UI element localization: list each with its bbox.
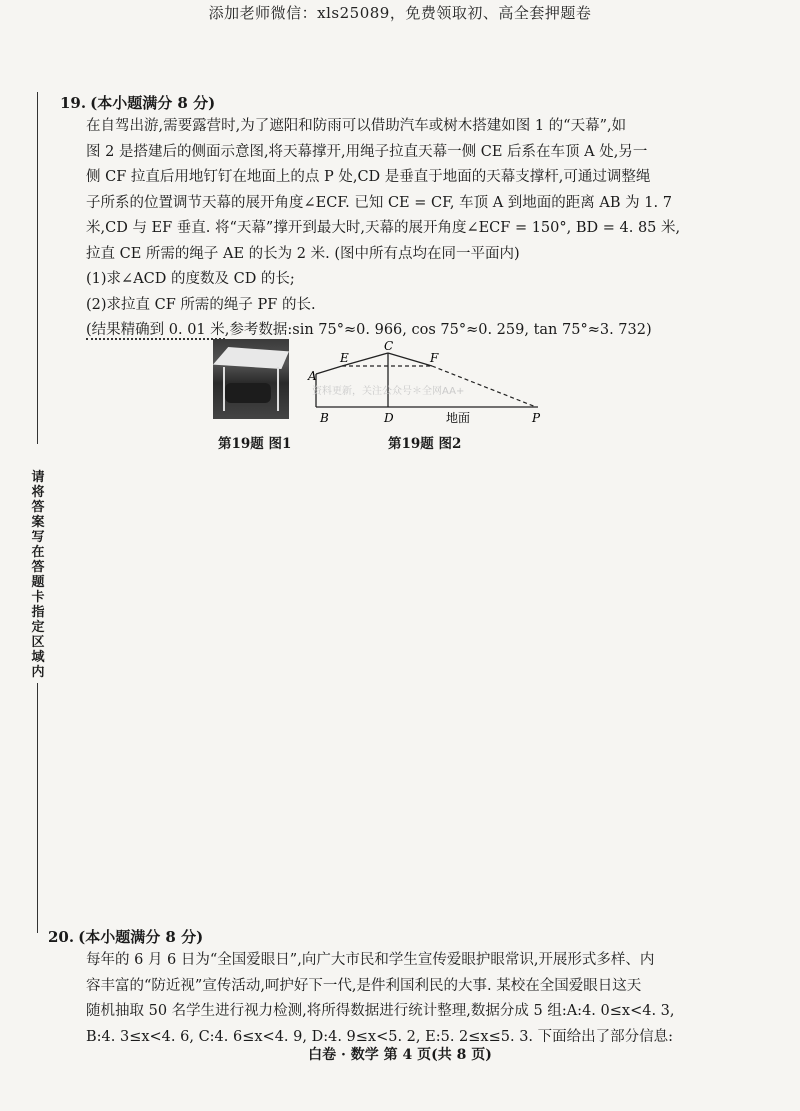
margin-rule-bottom — [37, 683, 38, 933]
question-text-line: 子所系的位置调节天幕的展开角度∠ECF. 已知 CE = CF, 车顶 A 到地面的距离 AB 为 1. 7 — [86, 194, 672, 211]
label-d: D — [384, 411, 394, 425]
segment-cf — [388, 353, 432, 366]
tarp-roof — [213, 347, 289, 369]
precision-note-emphasis: (结果精确到 0. 01 米 — [86, 322, 225, 338]
watermark-text: 资料更新，关注公众号＊全网AA+ — [312, 386, 465, 397]
question-text-line: 容丰富的“防近视”宣传活动,呵护好下一代,是件利国利民的大事. 某校在全国爱眼日这天 — [86, 977, 642, 994]
question-text-line: 每年的 6 月 6 日为“全国爱眼日”,向广大市民和学生宣传爱眼护眼常识,开展形式多样、内 — [86, 952, 655, 968]
segment-ec — [342, 353, 388, 366]
question-number: 20. — [48, 928, 75, 946]
question-20 — [48, 926, 775, 1050]
question-text-line: 拉直 CE 所需的绳子 AE 的长为 2 米. (图中所有点均在同一平面内) — [86, 245, 520, 262]
side-note: 请将答案写在答题卡指定区域内 — [31, 470, 45, 680]
figure-1-photo — [213, 339, 289, 419]
sub-question-1: (1)求∠ACD 的度数及 CD 的长; — [86, 271, 295, 287]
question-score: (本小题满分 8 分) — [78, 928, 204, 946]
label-ground: 地面 — [446, 411, 471, 425]
question-text-line: B:4. 3≤x<4. 6, C:4. 6≤x<4. 9, D:4. 9≤x<5. 2, E:5. 2≤x≤5. 3. 下面给出了部分信息: — [86, 1028, 674, 1045]
question-number: 19. — [60, 94, 87, 112]
question-19 — [60, 92, 775, 344]
figure-2-caption: 第19题 图2 — [388, 436, 462, 452]
precision-note — [60, 318, 775, 344]
question-19-heading — [60, 92, 775, 114]
label-b: B — [320, 411, 329, 425]
label-p: P — [532, 411, 541, 425]
tarp-pole — [277, 367, 279, 411]
question-text-line: 图 2 是搭建后的侧面示意图,将天幕撑开,用绳子拉直天幕一侧 CE 后系在车顶 A 处,另一 — [86, 143, 648, 160]
label-c: C — [384, 339, 394, 353]
question-20-heading — [48, 926, 775, 948]
sub-question-2: (2)求拉直 CF 所需的绳子 PF 的长. — [86, 296, 316, 313]
figure-2-diagram — [306, 339, 566, 425]
figure-1-caption: 第19题 图1 — [218, 436, 292, 452]
label-f: F — [430, 351, 439, 365]
question-text-line: 侧 CF 拉直后用地钉钉在地面上的点 P 处,CD 是垂直于地面的天幕支撑杆,可通过调整绳 — [86, 169, 651, 185]
margin-rule-top — [37, 92, 38, 444]
question-text-line: 随机抽取 50 名学生进行视力检测,将所得数据进行统计整理,数据分成 5 组:A:4. 0≤x<4. 3, — [86, 1003, 675, 1019]
question-score: (本小题满分 8 分) — [90, 94, 216, 112]
label-e: E — [340, 351, 349, 365]
question-text-line: 米,CD 与 EF 垂直. 将“天幕”撑开到最大时,天幕的展开角度∠ECF = 150°, BD = 4. 85 米, — [86, 220, 681, 236]
header-note: 添加老师微信：xls25089，免费领取初、高全套押题卷 — [208, 4, 592, 22]
rope-ae — [316, 366, 342, 374]
car-shape — [225, 383, 271, 403]
label-a: A — [308, 369, 317, 383]
page-footer: 白卷 · 数学 第 4 页(共 8 页) — [308, 1047, 492, 1063]
reference-data: ,参考数据:sin 75°≈0. 966, cos 75°≈0. 259, tan 75°≈3. 732) — [224, 322, 652, 338]
question-text-line: 在自驾出游,需要露营时,为了遮阳和防雨可以借助汽车或树木搭建如图 1 的“天幕”,如 — [86, 118, 627, 134]
